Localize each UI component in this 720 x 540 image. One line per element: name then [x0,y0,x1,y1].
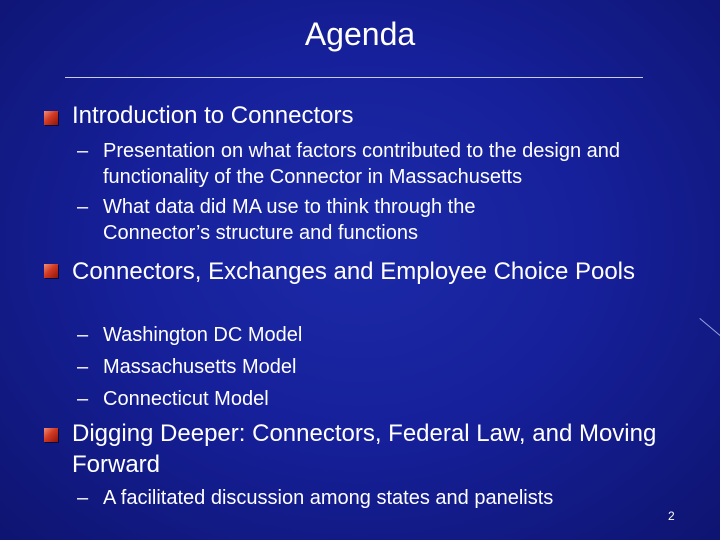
dash-marker: – [77,356,89,378]
page-number: 2 [668,509,675,523]
decorative-line [699,318,720,341]
sub-bullet-text: Presentation on what factors contributed to the design and functionality of the Connector in Massachusetts [103,140,621,188]
dash-marker: – [77,388,89,410]
sub-bullet-item [77,138,697,190]
dash-marker: – [77,324,89,346]
slide-title: Agenda [304,16,416,52]
sub-bullet-text: Massachusetts Model [103,356,297,378]
sub-bullet-item [77,194,577,246]
sub-bullet-item [77,485,697,511]
section-heading: Connectors, Exchanges and Employee Choice Pools [72,258,635,285]
sub-bullet-item [77,354,697,380]
bullet-square-icon [44,264,58,278]
section-heading: Digging Deeper: Connectors, Federal Law, and Moving Forward [72,420,657,478]
section-heading: Introduction to Connectors [72,102,354,129]
bullet-square-icon [44,428,58,442]
bullet-square-icon [44,111,58,125]
dash-marker: – [77,487,89,509]
sub-bullet-text: A facilitated discussion among states and panelists [103,487,554,509]
sub-bullet-item [77,322,697,348]
dash-marker: – [77,196,89,218]
dash-marker: – [77,140,89,162]
sub-bullet-text: Connecticut Model [103,388,269,410]
title-divider [65,77,643,78]
sub-bullet-text: Washington DC Model [103,324,303,346]
sub-bullet-text: What data did MA use to think through the Connector’s structure and functions [103,196,476,244]
sub-bullet-item [77,386,697,412]
